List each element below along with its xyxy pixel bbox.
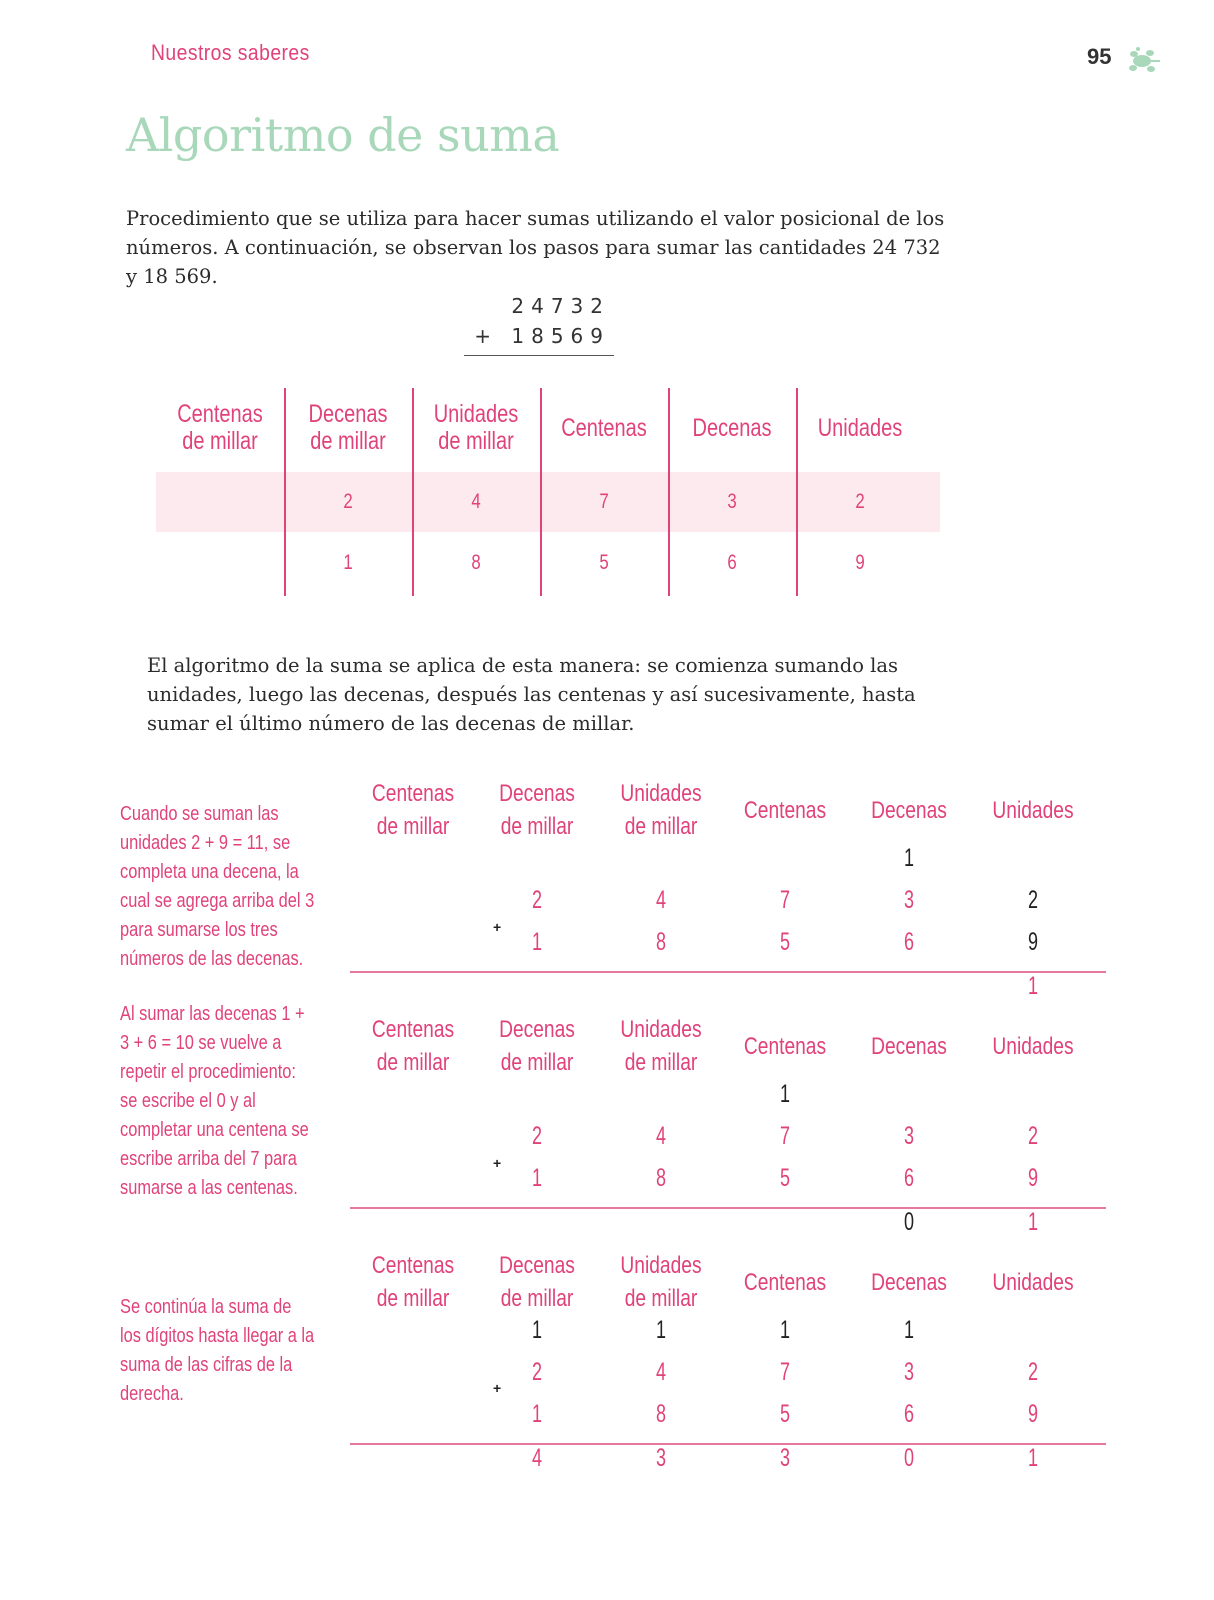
table-cell: 7 [599, 490, 609, 513]
result-digit: 3 [655, 1444, 667, 1472]
place-value-table [156, 388, 940, 596]
addition-step [350, 1013, 1114, 1243]
carry-digit: 1 [903, 1316, 915, 1344]
addend-digit: 4 [655, 1122, 667, 1150]
result-digit: 4 [531, 1444, 543, 1472]
table-cell: 2 [343, 490, 353, 513]
column-header: Unidades [992, 1268, 1074, 1296]
addend-digit: 2 [1027, 1122, 1039, 1150]
addend-digit: 2 [531, 1122, 543, 1150]
addend-digit: 8 [655, 1400, 667, 1428]
column-divider [668, 388, 670, 596]
addend-digit: 2 [531, 1358, 543, 1386]
column-header: Centenas de millar [371, 1016, 455, 1076]
result-digit: 1 [1027, 972, 1039, 1000]
table-cell: 8 [471, 551, 481, 574]
column-header: Unidades de millar [433, 400, 519, 455]
carry-digit: 1 [779, 1316, 791, 1344]
plus-sign: + [493, 919, 502, 935]
column-header: Unidades [817, 413, 903, 442]
table-cell: 9 [855, 551, 865, 574]
table-cell: 6 [727, 551, 737, 574]
addend-digit: 3 [903, 886, 915, 914]
step-note: Al sumar las decenas 1 + 3 + 6 = 10 se vuelve a repetir el procedimiento: se escribe el 0 y al completar una centena se escribe arriba del 7 para sumarse a las centenas. [120, 1003, 309, 1199]
addend-digit: 4 [655, 1358, 667, 1386]
column-divider [412, 388, 414, 596]
addend-digit: 1 [531, 928, 543, 956]
column-header: Unidades de millar [620, 1252, 702, 1312]
addend-digit: 2 [1027, 1358, 1039, 1386]
sum-line [464, 355, 614, 356]
addend-digit: 7 [779, 886, 791, 914]
carry-digit: 1 [655, 1316, 667, 1344]
addend-digit: 5 [779, 1400, 791, 1428]
addend-digit: 6 [903, 1164, 915, 1192]
table-cell: 2 [855, 490, 865, 513]
addend-digit: 5 [779, 928, 791, 956]
addend-digit: 7 [779, 1358, 791, 1386]
column-header: Centenas [743, 1268, 827, 1296]
column-header: Decenas [871, 796, 947, 824]
column-header: Decenas de millar [499, 1252, 575, 1312]
explanation-paragraph: El algoritmo de la suma se aplica de esta manera: se comienza sumando las unidades, luego las decenas, después las centenas y así sucesivamente, hasta sumar el último número de las decenas de millar. [147, 654, 916, 735]
addend-digit: 2 [1027, 886, 1039, 914]
step-note: Cuando se suman las unidades 2 + 9 = 11, se completa una decena, la cual se agrega arriba del 3 para sumarse los tres números de las decenas. [120, 803, 315, 970]
addend-digit: 7 [779, 1122, 791, 1150]
section-title: Nuestros saberes [151, 40, 310, 65]
step-note: Se continúa la suma de los dígitos hasta llegar a la suma de las cifras de la derecha. [120, 1296, 315, 1405]
column-header: Decenas de millar [499, 780, 575, 840]
carry-digit: 1 [779, 1080, 791, 1108]
table-cell: 1 [343, 551, 353, 574]
column-header: Decenas de millar [308, 400, 388, 455]
addend-second: + 18569 [474, 324, 610, 348]
column-divider [796, 388, 798, 596]
addend-digit: 2 [531, 886, 543, 914]
carry-digit: 1 [531, 1316, 543, 1344]
result-digit: 0 [903, 1444, 915, 1472]
column-header: Decenas de millar [499, 1016, 575, 1076]
addend-digit: 3 [903, 1122, 915, 1150]
carry-digit: 1 [903, 844, 915, 872]
column-header: Unidades [992, 1032, 1074, 1060]
addend-first: 24732 [511, 294, 610, 318]
addition-step [350, 1249, 1114, 1489]
column-header: Unidades de millar [620, 1016, 702, 1076]
addend-digit: 4 [655, 886, 667, 914]
result-digit: 3 [779, 1444, 791, 1472]
addend-digit: 1 [531, 1164, 543, 1192]
addend-digit: 9 [1027, 928, 1039, 956]
column-header: Centenas de millar [177, 400, 263, 455]
result-digit: 0 [903, 1208, 915, 1236]
column-divider [284, 388, 286, 596]
intro-paragraph: Procedimiento que se utiliza para hacer sumas utilizando el valor posicional de los números. A continuación, se observan los pasos para sumar las cantidades 24 732 y 18 569. [126, 207, 945, 288]
column-header: Unidades de millar [620, 780, 702, 840]
addend-digit: 5 [779, 1164, 791, 1192]
plus-sign: + [493, 1155, 502, 1171]
addend-digit: 9 [1027, 1400, 1039, 1428]
column-header: Centenas de millar [371, 1252, 455, 1312]
result-digit: 1 [1027, 1208, 1039, 1236]
addend-digit: 1 [531, 1400, 543, 1428]
addend-digit: 6 [903, 928, 915, 956]
page-title: Algoritmo de suma [126, 108, 560, 162]
addend-digit: 3 [903, 1358, 915, 1386]
addition-step [350, 777, 1114, 1007]
addend-digit: 6 [903, 1400, 915, 1428]
column-header: Centenas de millar [371, 780, 455, 840]
table-cell: 5 [599, 551, 609, 574]
column-header: Centenas [561, 413, 647, 442]
column-header: Decenas [871, 1268, 947, 1296]
column-header: Decenas [692, 413, 772, 442]
leaf-icon [1124, 45, 1162, 75]
plus-sign: + [493, 1380, 502, 1396]
page-number: 95 [1087, 44, 1112, 69]
column-divider [540, 388, 542, 596]
column-header: Decenas [871, 1032, 947, 1060]
table-cell: 4 [471, 490, 481, 513]
table-cell: 3 [727, 490, 737, 513]
addend-digit: 8 [655, 1164, 667, 1192]
result-digit: 1 [1027, 1444, 1039, 1472]
column-header: Centenas [743, 1032, 827, 1060]
addend-digit: 9 [1027, 1164, 1039, 1192]
addend-digit: 8 [655, 928, 667, 956]
column-header: Unidades [992, 796, 1074, 824]
column-header: Centenas [743, 796, 827, 824]
